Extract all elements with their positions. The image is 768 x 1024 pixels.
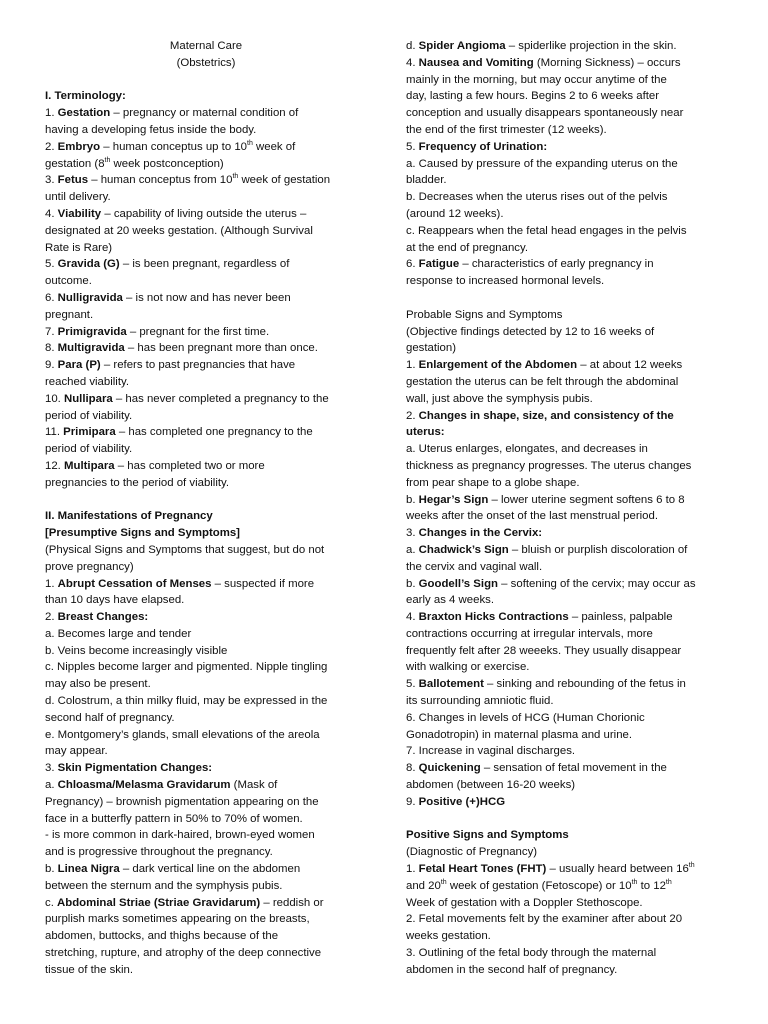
text-run: b. Decreases when the uterus rises out of the pelvis [406, 191, 668, 204]
text-run: frequently felt after 28 weeeks. They usually disappear [406, 644, 682, 657]
text-run: second half of pregnancy. [45, 711, 175, 724]
text-line [406, 609, 724, 626]
text-line [45, 626, 367, 643]
bold-term: Embryo [57, 140, 101, 153]
text-line [406, 223, 724, 240]
text-line [45, 643, 367, 660]
text-line [45, 911, 367, 928]
text-line [45, 307, 367, 324]
text-line [45, 710, 367, 727]
text-line [406, 643, 724, 660]
text-run: week postconception) [110, 157, 224, 170]
text-run: a. [45, 779, 58, 792]
text-run: abdomen (between 16-20 weeks) [406, 779, 576, 792]
text-run: than 10 days have elapsed. [45, 594, 185, 607]
text-line [406, 693, 724, 710]
bold-term: Hegar’s Sign [418, 493, 489, 506]
text-line [406, 508, 724, 525]
text-line [45, 827, 367, 844]
text-run: gestation (8 [45, 157, 105, 170]
text-run: between the sternum and the symphysis pubis. [45, 879, 283, 892]
bold-term: Enlargement of the Abdomen [418, 359, 578, 372]
text-run: 4. [406, 611, 419, 624]
document-subtitle: (Obstetrics) [176, 56, 236, 69]
text-line [406, 139, 724, 156]
text-run: until delivery. [45, 191, 111, 204]
text-line [406, 206, 724, 223]
text-run: tissue of the skin. [45, 963, 134, 976]
text-line [45, 139, 367, 156]
text-line [45, 223, 367, 240]
text-line [45, 340, 367, 357]
text-run: 3. [45, 174, 58, 187]
text-line [406, 525, 724, 542]
text-line [406, 458, 724, 475]
text-run: period of viability. [45, 443, 133, 456]
text-line [406, 827, 724, 844]
text-line [406, 592, 724, 609]
text-run: period of viability. [45, 409, 133, 422]
text-line [406, 911, 724, 928]
text-run: abdomen, buttocks, and thighs because of the [45, 930, 279, 943]
text-line [45, 693, 367, 710]
blank-line [406, 290, 724, 307]
text-line [406, 441, 724, 458]
text-run: 2. Fetal movements felt by the examiner after about 20 [406, 913, 683, 926]
text-run: c. Reappears when the fetal head engages in the pelvis [406, 224, 687, 237]
text-run: at the end of pregnancy. [406, 241, 529, 254]
text-run: 8. [406, 762, 419, 775]
right-column [406, 38, 724, 979]
text-run: prove pregnancy) [45, 560, 134, 573]
text-run: outcome. [45, 275, 92, 288]
text-run: 1. [45, 577, 58, 590]
text-line [45, 794, 367, 811]
text-run: 10. [45, 392, 64, 405]
text-run: 5. [45, 258, 58, 271]
text-line [45, 760, 367, 777]
text-run: 3. [406, 527, 419, 540]
text-run: (Objective findings detected by 12 to 16 weeks of [406, 325, 655, 338]
bold-term: Ballotement [418, 678, 484, 691]
bold-term: Quickening [418, 762, 481, 775]
text-run: – at about 12 weeks [577, 359, 683, 372]
text-line [406, 743, 724, 760]
text-line [45, 189, 367, 206]
bold-term: uterus: [406, 426, 445, 439]
text-line [406, 878, 724, 895]
text-run: – pregnant for the first time. [126, 325, 270, 338]
text-line [45, 374, 367, 391]
superscript: th [104, 156, 111, 164]
text-run: early as 4 weeks. [406, 594, 494, 607]
bold-term: Positive (+)HCG [418, 795, 506, 808]
text-line [45, 475, 367, 492]
text-run: stretching, rupture, and atrophy of the deep connective [45, 947, 322, 960]
text-line [45, 256, 367, 273]
text-line [45, 408, 367, 425]
text-run: b. [406, 577, 419, 590]
text-run: 7. Increase in vaginal discharges. [406, 745, 576, 758]
text-line [406, 307, 724, 324]
bold-term: Chloasma/Melasma Gravidarum [57, 779, 231, 792]
text-line [406, 928, 724, 945]
text-run: d. Colostrum, a thin milky fluid, may be expressed in the [45, 695, 328, 708]
text-line [406, 105, 724, 122]
text-line [45, 156, 367, 173]
text-run: – softening of the cervix; may occur as [498, 577, 696, 590]
superscript: th [665, 879, 672, 887]
text-run: 3. [45, 762, 58, 775]
text-run: – bluish or purplish discoloration of [508, 543, 688, 556]
text-line [406, 727, 724, 744]
text-line [406, 794, 724, 811]
bold-term: Spider Angioma [418, 40, 506, 52]
text-run: 6. Changes in levels of HCG (Human Chorionic [406, 711, 645, 724]
text-line [45, 357, 367, 374]
text-run: the cervix and vaginal wall. [406, 560, 543, 573]
text-line [45, 609, 367, 626]
left-column [45, 38, 367, 979]
text-line [45, 676, 367, 693]
text-line [45, 811, 367, 828]
text-run: – has completed two or more [114, 459, 265, 472]
bold-term: Abrupt Cessation of Menses [57, 577, 212, 590]
text-line [406, 38, 724, 55]
text-line [406, 88, 724, 105]
text-line [406, 391, 724, 408]
text-run: 11. [45, 426, 64, 439]
text-line [406, 559, 724, 576]
text-line [45, 206, 367, 223]
text-line [406, 324, 724, 341]
text-run: 6. [45, 291, 58, 304]
text-line [45, 727, 367, 744]
bold-term: Nausea and Vomiting [418, 56, 534, 69]
text-run: 6. [406, 258, 419, 271]
text-run: 3. Outlining of the fetal body through the maternal [406, 947, 657, 960]
text-run: 12. [45, 459, 64, 472]
text-line [45, 105, 367, 122]
text-line [406, 240, 724, 257]
text-line [45, 928, 367, 945]
text-run: a. Becomes large and tender [45, 627, 192, 640]
text-run: (Morning Sickness) – occurs [533, 56, 681, 69]
text-run: from pear shape to a globe shape. [406, 476, 580, 489]
text-line [45, 962, 367, 979]
text-line [406, 156, 724, 173]
text-run: week of gestation [238, 174, 331, 187]
text-run: Rate is Rare) [45, 241, 113, 254]
superscript: th [232, 173, 239, 181]
text-line [406, 895, 724, 912]
text-run: – human conceptus up to 10 [100, 140, 248, 153]
text-run: e. Montgomery’s glands, small elevations of the areola [45, 728, 320, 741]
text-line [406, 659, 724, 676]
text-line [45, 777, 367, 794]
text-run: 2. [406, 409, 419, 422]
bold-term: Gestation [57, 107, 111, 120]
text-line [406, 542, 724, 559]
text-line [406, 760, 724, 777]
text-run: and 20 [406, 879, 441, 892]
text-line [45, 878, 367, 895]
text-run: weeks after the onset of the last menstrual period. [406, 510, 658, 523]
text-run: 8. [45, 342, 58, 355]
text-run: and is progressive throughout the pregnancy. [45, 846, 273, 859]
text-run: Week of gestation with a Doppler Stethoscope. [406, 896, 643, 909]
text-line [45, 525, 367, 542]
text-run: b. [406, 493, 419, 506]
text-line [45, 559, 367, 576]
text-line [45, 542, 367, 559]
text-run: – pregnancy or maternal condition of [110, 107, 299, 120]
text-line [45, 895, 367, 912]
text-line [45, 576, 367, 593]
text-line [45, 240, 367, 257]
text-line [406, 962, 724, 979]
bold-term: Braxton Hicks Contractions [418, 611, 569, 624]
text-line [406, 55, 724, 72]
text-run: gestation) [406, 342, 457, 355]
text-line [406, 273, 724, 290]
bold-term: Nulligravida [57, 291, 123, 304]
bold-term: Changes in shape, size, and consistency of the [418, 409, 674, 422]
text-run: thickness as pregnancy progresses. The uterus changes [406, 459, 692, 472]
text-run: – suspected if more [211, 577, 315, 590]
bold-term: Fetal Heart Tones (FHT) [418, 863, 547, 876]
text-run: reached viability. [45, 375, 129, 388]
text-run: – human conceptus from 10 [88, 174, 233, 187]
text-line [45, 424, 367, 441]
text-line [45, 122, 367, 139]
text-line [45, 458, 367, 475]
text-run: bladder. [406, 174, 447, 187]
text-run: face in a butterfly pattern in 50% to 70% of women. [45, 812, 303, 825]
text-line [45, 324, 367, 341]
text-line [406, 576, 724, 593]
text-run: – has been pregnant more than once. [124, 342, 318, 355]
text-run: a. [406, 543, 419, 556]
text-line [45, 508, 367, 525]
text-run: (Mask of [230, 779, 278, 792]
text-run: may also be present. [45, 678, 151, 691]
text-line [406, 945, 724, 962]
bold-term: I. Terminology: [45, 90, 126, 103]
text-run: (around 12 weeks). [406, 207, 504, 220]
text-run: Pregnancy) – brownish pigmentation appearing on the [45, 795, 319, 808]
text-run: – capability of living outside the uterus – [101, 207, 307, 220]
text-run: 1. [45, 107, 58, 120]
text-run: 5. [406, 678, 419, 691]
text-line [406, 844, 724, 861]
text-run: 7. [45, 325, 58, 338]
text-run: pregnant. [45, 308, 94, 321]
text-run: 9. [45, 359, 58, 372]
text-run: 9. [406, 795, 419, 808]
text-line [406, 424, 724, 441]
text-line [406, 189, 724, 206]
text-run: b. Veins become increasingly visible [45, 644, 228, 657]
text-line [406, 475, 724, 492]
text-line [406, 172, 724, 189]
bold-term: Nullipara [64, 392, 113, 405]
bold-term: Viability [57, 207, 102, 220]
text-run: response to increased hormonal levels. [406, 275, 605, 288]
text-line [45, 844, 367, 861]
text-line [406, 676, 724, 693]
text-line [45, 172, 367, 189]
text-line [406, 122, 724, 139]
text-run: may appear. [45, 745, 108, 758]
text-line [45, 88, 367, 105]
text-line [45, 290, 367, 307]
text-run: a. Caused by pressure of the expanding uterus on the [406, 157, 678, 170]
text-run: – has completed one pregnancy to the [115, 426, 313, 439]
text-run: having a developing fetus inside the body. [45, 123, 257, 136]
text-run: – sensation of fetal movement in the [480, 762, 667, 775]
superscript: th [688, 862, 695, 870]
bold-term: Para (P) [57, 359, 101, 372]
text-run: 2. [45, 611, 58, 624]
text-run: gestation the uterus can be felt through the abdominal [406, 375, 679, 388]
bold-term: II. Manifestations of Pregnancy [45, 510, 213, 523]
document-title: Maternal Care [169, 40, 243, 52]
bold-term: Fetus [57, 174, 89, 187]
text-run: - is more common in dark-haired, brown-eyed women [45, 829, 315, 842]
text-run: Gonadotropin) in maternal plasma and urine. [406, 728, 633, 741]
bold-term: Breast Changes: [57, 611, 149, 624]
bold-term: Skin Pigmentation Changes: [57, 762, 213, 775]
blank-line [45, 72, 367, 89]
bold-term: Fatigue [418, 258, 460, 271]
text-run: b. [45, 863, 58, 876]
text-run: 1. [406, 359, 419, 372]
bold-term: Primipara [63, 426, 116, 439]
text-run: to 12 [637, 879, 666, 892]
bold-term: Positive Signs and Symptoms [406, 829, 569, 842]
text-run: mainly in the morning, but may occur anytime of the [406, 73, 667, 86]
bold-term: Linea Nigra [57, 863, 120, 876]
text-run: c. [45, 896, 58, 909]
text-run: abdomen in the second half of pregnancy. [406, 963, 618, 976]
text-run: Probable Signs and Symptoms [406, 308, 563, 321]
text-run: designated at 20 weeks gestation. (Although Survival [45, 224, 313, 237]
text-run: (Diagnostic of Pregnancy) [406, 846, 538, 859]
blank-line [45, 492, 367, 509]
text-line [45, 743, 367, 760]
text-run: contractions occurring at irregular intervals, more [406, 627, 653, 640]
bold-term: [Presumptive Signs and Symptoms] [45, 527, 240, 540]
bold-term: Multigravida [57, 342, 125, 355]
text-run: week of [252, 140, 296, 153]
text-run: day, lasting a few hours. Begins 2 to 6 weeks after [406, 90, 660, 103]
text-run: d. [406, 40, 419, 52]
text-run: purplish marks sometimes appearing on the breasts, [45, 913, 310, 926]
text-run: weeks gestation. [406, 930, 491, 943]
bold-term: Multipara [64, 459, 115, 472]
superscript: th [247, 139, 253, 147]
text-run: pregnancies to the period of viability. [45, 476, 230, 489]
text-line [45, 441, 367, 458]
text-line [406, 340, 724, 357]
text-run: – has never completed a pregnancy to the [112, 392, 329, 405]
text-line [406, 710, 724, 727]
text-run: – reddish or [260, 896, 324, 909]
text-line [406, 72, 724, 89]
text-run: its surrounding amniotic fluid. [406, 695, 554, 708]
text-line [406, 492, 724, 509]
text-run: 4. [406, 56, 419, 69]
bold-term: Goodell’s Sign [418, 577, 498, 590]
text-run: – painless, palpable [568, 611, 673, 624]
text-run: – lower uterine segment softens 6 to 8 [488, 493, 685, 506]
text-line [45, 659, 367, 676]
text-run: (Physical Signs and Symptoms that suggest, but do not [45, 543, 325, 556]
bold-term: Abdominal Striae (Striae Gravidarum) [57, 896, 261, 909]
bold-term: Primigravida [57, 325, 127, 338]
text-run: – is been pregnant, regardless of [119, 258, 290, 271]
text-run: conception and usually disappears spontaneously near [406, 107, 684, 120]
text-line [406, 777, 724, 794]
text-line [406, 374, 724, 391]
text-run: – refers to past pregnancies that have [100, 359, 296, 372]
blank-line [406, 811, 724, 828]
text-run: with walking or exercise. [406, 661, 530, 674]
text-run: 1. [406, 863, 419, 876]
text-run: – spiderlike projection in the skin. [505, 40, 677, 52]
text-line [406, 357, 724, 374]
bold-term: Changes in the Cervix: [418, 527, 543, 540]
superscript: th [440, 879, 447, 887]
text-run: 5. [406, 140, 419, 153]
text-line [45, 861, 367, 878]
text-line [45, 592, 367, 609]
text-line [45, 273, 367, 290]
text-line [45, 945, 367, 962]
bold-term: Gravida (G) [57, 258, 120, 271]
text-run: – dark vertical line on the abdomen [119, 863, 301, 876]
text-run: a. Uterus enlarges, elongates, and decreases in [406, 443, 648, 456]
text-line [45, 391, 367, 408]
text-run: wall, just above the symphysis pubis. [406, 392, 593, 405]
bold-term: Frequency of Urination: [418, 140, 548, 153]
text-run: c. Nipples become larger and pigmented. Nipple tingling [45, 661, 328, 674]
bold-term: Chadwick’s Sign [418, 543, 509, 556]
text-run: – is not now and has never been [122, 291, 291, 304]
text-line [406, 408, 724, 425]
superscript: th [631, 879, 638, 887]
text-run: – characteristics of early pregnancy in [459, 258, 654, 271]
text-run: 2. [45, 140, 58, 153]
text-run: the end of the first trimester (12 weeks). [406, 123, 607, 136]
text-line [406, 861, 724, 878]
text-run: 4. [45, 207, 58, 220]
text-run: week of gestation (Fetoscope) or 10 [446, 879, 632, 892]
text-run: – sinking and rebounding of the fetus in [483, 678, 686, 691]
text-run: – usually heard between 16 [546, 863, 689, 876]
text-line [406, 626, 724, 643]
text-line [406, 256, 724, 273]
